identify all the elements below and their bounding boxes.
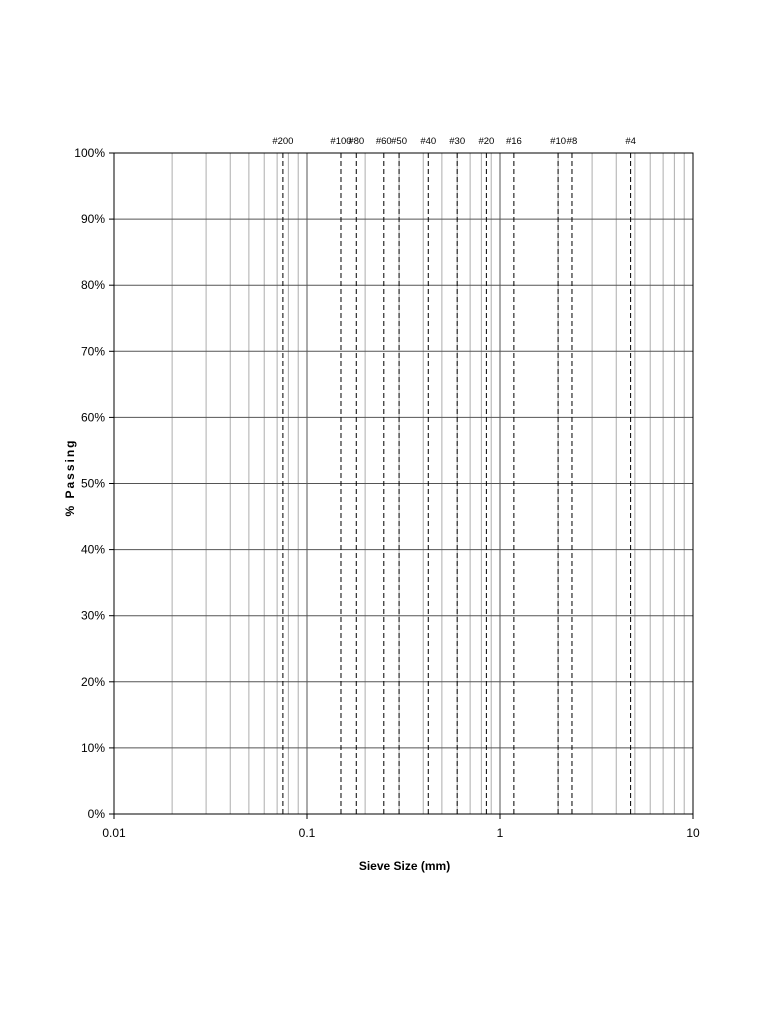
sieve-label: #40: [420, 136, 437, 147]
y-tick-label: 80%: [80, 278, 105, 293]
y-axis-title: % Passing: [63, 438, 77, 517]
sieve-label: #100: [330, 136, 352, 147]
major-gridlines: [114, 153, 693, 814]
y-tick-label: 0%: [87, 807, 105, 821]
y-tick-label: 90%: [80, 212, 105, 227]
sieve-label: #50: [391, 136, 408, 147]
sieve-label: #16: [505, 136, 522, 147]
y-tick-label: 40%: [80, 542, 105, 557]
sieve-labels: [272, 136, 636, 147]
x-tick-label: 1: [496, 826, 504, 840]
x-axis-ticks: [102, 814, 700, 840]
sieve-label: #10: [550, 136, 567, 147]
y-axis-ticks: [74, 146, 114, 821]
y-tick-label: 10%: [80, 740, 105, 755]
sieve-label: #80: [348, 136, 365, 147]
sieve-label: #200: [272, 136, 294, 147]
y-tick-label: 100%: [74, 146, 105, 160]
y-tick-label: 30%: [80, 608, 105, 623]
x-axis-title: Sieve Size (mm): [358, 859, 451, 873]
sieve-label: #60: [375, 136, 392, 147]
y-tick-label: 20%: [80, 674, 105, 689]
y-tick-label: 60%: [80, 410, 105, 425]
y-tick-label: 70%: [80, 344, 105, 359]
sieve-label: #30: [449, 136, 466, 147]
sieve-label: #4: [625, 136, 636, 147]
y-tick-label: 50%: [80, 476, 105, 491]
sieve-label: #8: [566, 136, 578, 147]
x-tick-label: 0.01: [102, 826, 126, 840]
x-tick-label: 10: [686, 826, 700, 840]
sieve-label: #20: [478, 136, 495, 147]
x-tick-label: 0.1: [298, 826, 316, 840]
